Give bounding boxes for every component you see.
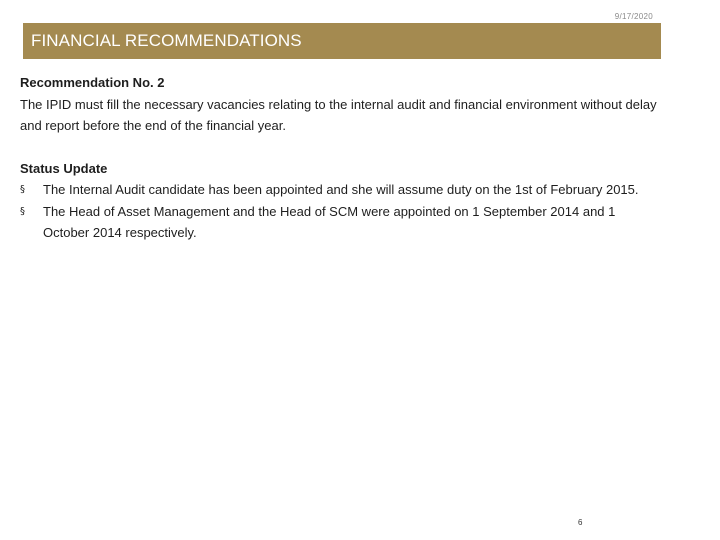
status-item-text: The Head of Asset Management and the Head of SCM were appointed on 1 September 2014 and 1 October 2014 respectively. bbox=[43, 203, 616, 240]
slide-date: 9/17/2020 bbox=[614, 12, 653, 21]
status-list bbox=[20, 179, 660, 244]
title-bar bbox=[23, 23, 661, 59]
section-spacer bbox=[20, 137, 660, 158]
recommendation-text: The IPID must fill the necessary vacancies relating to the internal audit and financial environment without delay and report before the end of the financial year. bbox=[20, 96, 657, 133]
bullet-icon: § bbox=[20, 184, 25, 195]
status-list-item bbox=[20, 201, 660, 244]
status-list-item bbox=[20, 179, 660, 201]
recommendation-heading: Recommendation No. 2 bbox=[20, 75, 165, 90]
status-item-text: The Internal Audit candidate has been appointed and she will assume duty on the 1st of February 2015. bbox=[43, 182, 639, 197]
page-number: 6 bbox=[578, 518, 583, 527]
status-heading: Status Update bbox=[20, 160, 108, 176]
bullet-icon: § bbox=[20, 205, 25, 217]
slide-title: FINANCIAL RECOMMENDATIONS bbox=[31, 31, 302, 50]
slide-content bbox=[20, 72, 660, 244]
